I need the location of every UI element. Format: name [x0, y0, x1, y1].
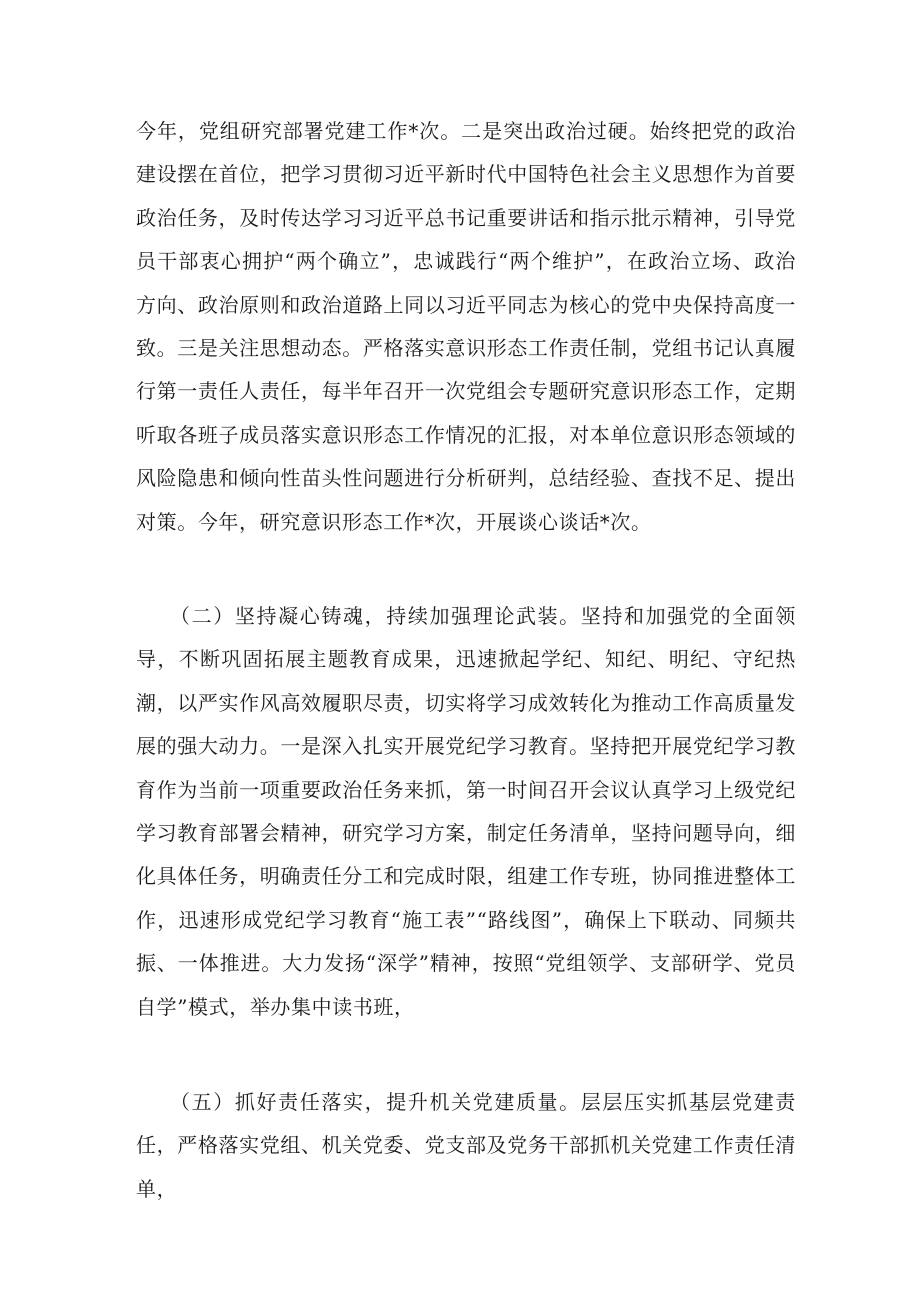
body-paragraph-3: （五）抓好责任落实，提升机关党建质量。层层压实抓基层党建责任，严格落实党组、机关党委、党支部及党务干部抓机关党建工作责任清单，	[136, 1090, 796, 1201]
body-paragraph-2: （二）坚持凝心铸魂，持续加强理论武装。坚持和加强党的全面领导，不断巩固拓展主题教育成果，迅速掀起学纪、知纪、明纪、守纪热潮，以严实作风高效履职尽责，切实将学习成效转化为推动工作高质量发展的强大动力。一是深入扎实开展党纪学习教育。坚持把开展党纪学习教育作为当前一项重要政治任务来抓，第一时间召开会议认真学习上级党纪学习教育部署会精神，研究学习方案，制定任务清单，坚持问题导向，细化具体任务，明确责任分工和完成时限，组建工作专班，协同推进整体工作，迅速形成党纪学习教育“施工表”“路线图”，确保上下联动、同频共振、一体推进。大力发扬“深学”精神，按照“党组领学、支部研学、党员自学”模式，举办集中读书班，	[136, 604, 796, 1019]
body-paragraph-1: 今年，党组研究部署党建工作*次。二是突出政治过硬。始终把党的政治建设摆在首位，把学习贯彻习近平新时代中国特色社会主义思想作为首要政治任务，及时传达学习习近平总书记重要讲话和指示批示精神，引导党员干部衷心拥护“两个确立”，忠诚践行“两个维护”，在政治立场、政治方向、政治原则和政治道路上同以习近平同志为核心的党中央保持高度一致。三是关注思想动态。严格落实意识形态工作责任制，党组书记认真履行第一责任人责任，每半年召开一次党组会专题研究意识形态工作，定期听取各班子成员落实意识形态工作情况的汇报，对本单位意识形态领域的风险隐患和倾向性苗头性问题进行分析研判，总结经验、查找不足、提出对策。今年，研究意识形态工作*次，开展谈心谈话*次。	[136, 119, 796, 534]
